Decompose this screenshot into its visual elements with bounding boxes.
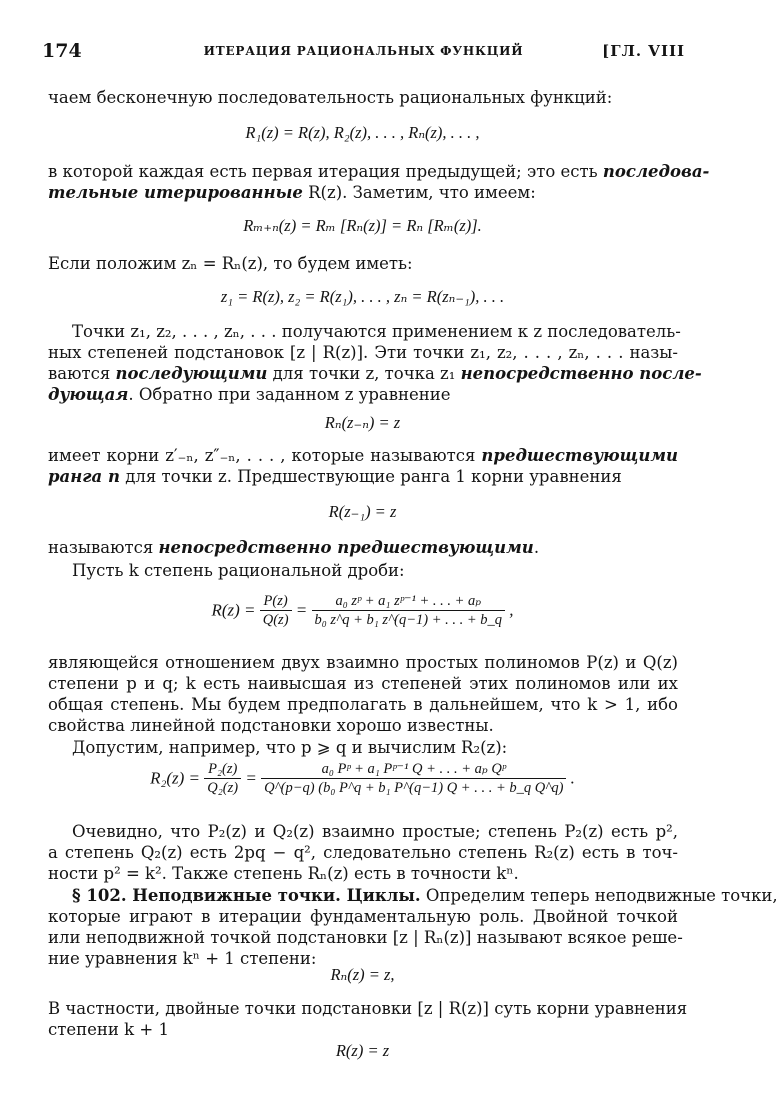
denominator: Q₂(z) <box>204 778 241 797</box>
emphasis-term: непосредственно предшествующими <box>158 538 534 557</box>
emphasis-term: ранга n <box>48 467 120 486</box>
formula-first-preimage: R(z₋₁) = z <box>328 502 397 521</box>
denominator: Q^(p−q) (b₀ P^q + b₁ P^(q−1) Q + . . . + b_q Q^q) <box>261 778 566 797</box>
fraction <box>312 592 506 629</box>
text-line: степени k + 1 <box>48 1020 169 1039</box>
formula-lhs: R(z) = <box>211 600 256 620</box>
text-line <box>48 162 710 182</box>
text-fragment: ваются <box>48 364 116 383</box>
formula-second-iterate <box>40 760 685 797</box>
text-line: Если положим zₙ = Rₙ(z), то будем иметь: <box>48 254 413 273</box>
chapter-label: [ГЛ. VIII <box>602 42 685 60</box>
text-line <box>48 385 678 405</box>
punctuation: , <box>509 600 514 620</box>
text-fragment: . Обратно при заданном z уравнение <box>128 385 451 404</box>
text-line: общая степень. Мы будем предполагать в дальнейшем, что k > 1, ибо <box>48 695 678 714</box>
text-fragment: Определим теперь неподвижные точки, <box>420 886 778 905</box>
emphasis-term: тельные итерированные <box>48 183 303 202</box>
text-line <box>48 183 678 203</box>
page-number: 174 <box>42 40 82 62</box>
denominator: Q(z) <box>260 610 292 629</box>
emphasis-term: непосредственно после- <box>460 364 702 383</box>
text-line: В частности, двойные точки подстановки [z | R(z)] суть корни уравнения <box>48 999 688 1018</box>
formula-rational-function <box>40 592 685 629</box>
punctuation: . <box>570 768 575 788</box>
section-heading: § 102. Неподвижные точки. Циклы. <box>72 886 421 905</box>
text-line: Допустим, например, что p ⩾ q и вычислим R₂(z): <box>72 738 508 757</box>
running-header <box>42 40 685 66</box>
emphasis-term: последующими <box>115 364 268 383</box>
fraction <box>260 592 292 629</box>
text-fragment: для точки z, точка z₁ <box>267 364 461 383</box>
section-heading-line <box>72 886 778 906</box>
text-line: чаем бесконечную последовательность рациональных функций: <box>48 88 613 107</box>
numerator: a₀ zᵖ + a₁ zᵖ⁻¹ + . . . + aₚ <box>335 593 482 609</box>
fraction <box>204 760 241 797</box>
text-fragment: называются <box>48 538 159 557</box>
text-line: свойства линейной подстановки хорошо известны. <box>48 716 494 735</box>
text-line: ных степеней подстановок [z | R(z)]. Эти точки z₁, z₂, . . . , zₙ, . . . назы- <box>48 343 678 362</box>
text-fragment: . <box>533 538 540 557</box>
equals-sign: = <box>295 600 308 620</box>
text-fragment: R(z). Заметим, что имеем: <box>302 183 536 202</box>
text-line: Очевидно, что P₂(z) и Q₂(z) взаимно простые; степень P₂(z) есть p², <box>72 822 678 841</box>
formula-lhs: R₂(z) = <box>150 768 201 788</box>
text-line: Точки z₁, z₂, . . . , zₙ, . . . получаются применением к z последователь- <box>72 322 681 341</box>
text-fragment: имеет корни z′₋ₙ, z″₋ₙ, . . . , которые называются <box>48 446 482 465</box>
formula-iterates: z₁ = R(z), z₂ = R(z₁), . . . , zₙ = R(zₙ₋₁), . . . <box>220 287 505 306</box>
formula-preimage: Rₙ(z₋ₙ) = z <box>324 413 401 432</box>
text-line <box>48 364 702 384</box>
text-line <box>48 538 678 558</box>
numerator: P₂(z) <box>208 761 238 777</box>
text-line: являющейся отношением двух взаимно простых полиномов P(z) и Q(z) <box>48 653 678 672</box>
text-fragment: в которой каждая есть первая итерация предыдущей; это есть <box>48 162 603 181</box>
text-line: которые играют в итерации фундаментальную роль. Двойной точкой <box>48 907 678 926</box>
text-line: а степень Q₂(z) есть 2pq − q², следовательно степень R₂(z) есть в точ- <box>48 843 678 862</box>
denominator: b₀ z^q + b₁ z^(q−1) + . . . + b_q <box>312 610 506 629</box>
equals-sign: = <box>245 768 257 788</box>
emphasis-term: предшествующими <box>481 446 678 465</box>
formula-fixed-point: R(z) = z <box>335 1041 390 1060</box>
emphasis-term: дующая <box>48 385 129 404</box>
text-line: Пусть k степень рациональной дроби: <box>72 561 405 580</box>
text-fragment: для точки z. Предшествующие ранга 1 корни уравнения <box>119 467 622 486</box>
text-line: или неподвижной точкой подстановки [z | Rₙ(z)] называют всякое реше- <box>48 928 683 947</box>
text-line <box>48 467 678 487</box>
fraction <box>261 760 566 797</box>
text-line: ности p² = k². Также степень Rₙ(z) есть в точности kⁿ. <box>48 864 519 883</box>
formula-sequence: R₁(z) = R(z), R₂(z), . . . , Rₙ(z), . . . , <box>245 123 480 142</box>
numerator: P(z) <box>263 593 288 609</box>
text-line: ние уравнения kⁿ + 1 степени: <box>48 949 317 968</box>
emphasis-term: последова- <box>602 162 710 181</box>
formula-fixed-point-n: Rₙ(z) = z, <box>330 965 395 984</box>
numerator: a₀ Pᵖ + a₁ Pᵖ⁻¹ Q + . . . + aₚ Qᵖ <box>321 761 506 777</box>
text-line <box>48 446 678 466</box>
running-title: ИТЕРАЦИЯ РАЦИОНАЛЬНЫХ ФУНКЦИЙ <box>203 44 524 58</box>
formula-composition: Rₘ₊ₙ(z) = Rₘ [Rₙ(z)] = Rₙ [Rₘ(z)]. <box>243 216 482 235</box>
text-line: степени p и q; k есть наивысшая из степеней этих полиномов или их <box>48 674 678 693</box>
